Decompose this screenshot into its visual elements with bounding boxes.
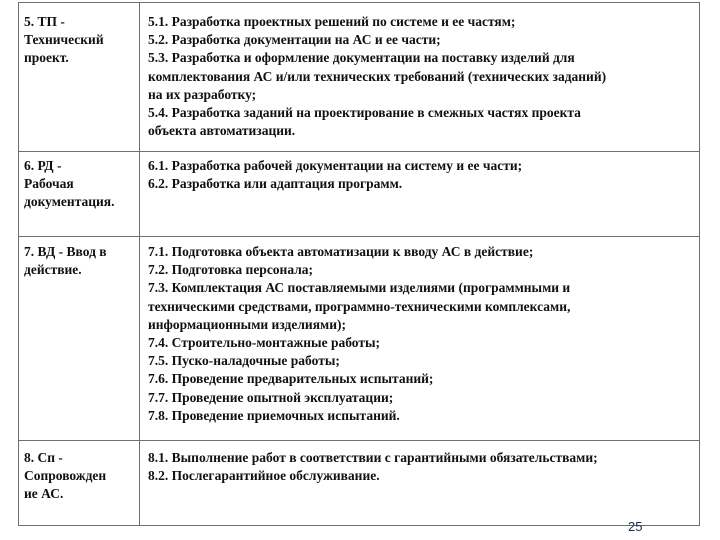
item-line: 5.1. Разработка проектных решений по системе и ее частям; [148,14,516,29]
items-cell-vd [148,243,698,425]
stage-label-line: проект. [24,50,69,66]
stage-label-line: 7. ВД - Ввод в [24,244,107,259]
stage-label-line: 8. Сп - [24,450,63,465]
items-cell-rd [148,157,698,193]
column-divider [139,3,140,525]
item-line: комплектования АС и/или технических требований (технических заданий) [148,68,607,84]
item-line: 7.2. Подготовка персонала; [148,262,314,278]
item-line: 5.4. Разработка заданий на проектирование в смежных частях проекта [148,105,581,121]
item-line: 7.5. Пуско-наладочные работы; [148,353,340,369]
stage-cell-sp [24,449,136,504]
item-line: информационными изделиями); [148,316,346,332]
item-line: 8.1. Выполнение работ в соответствии с гарантийными обязательствами; [148,450,598,465]
stage-label-line: документация. [24,194,115,210]
item-line: объекта автоматизации. [148,123,296,139]
item-line: 8.2. Послегарантийное обслуживание. [148,468,380,484]
item-line: 6.1. Разработка рабочей документации на систему и ее части; [148,158,523,173]
page-number: 25 [628,519,643,534]
stage-label-line: Рабочая [24,176,74,192]
stage-cell-rd [24,157,136,212]
item-line: 5.3. Разработка и оформление документации на поставку изделий для [148,50,575,66]
stage-label-line: 5. ТП - [24,14,65,29]
item-line: 7.4. Строительно-монтажные работы; [148,335,381,351]
stage-label-line: 6. РД - [24,158,62,173]
item-line: техническими средствами, программно-техническими комплексами, [148,298,571,314]
stage-label-line: ие АС. [24,486,64,502]
item-line: 7.6. Проведение предварительных испытаний; [148,371,434,387]
item-line: 7.1. Подготовка объекта автоматизации к вводу АС в действие; [148,244,534,259]
items-cell-sp [148,449,698,485]
stage-label-line: действие. [24,262,82,278]
item-line: 6.2. Разработка или адаптация программ. [148,176,403,192]
item-line: 7.3. Комплектация АС поставляемыми изделиями (программными и [148,280,571,296]
item-line: 7.7. Проведение опытной эксплуатации; [148,389,394,405]
stage-label-line: Сопровожден [24,468,107,484]
row-divider [19,151,699,152]
stages-table [18,2,700,526]
items-cell-tp [148,13,698,140]
row-divider [19,236,699,237]
stage-label-line: Технический [24,32,104,48]
item-line: на их разработку; [148,86,257,102]
row-divider [19,440,699,441]
item-line: 5.2. Разработка документации на АС и ее части; [148,32,441,48]
stage-cell-vd [24,243,136,279]
stage-cell-tp [24,13,136,68]
item-line: 7.8. Проведение приемочных испытаний. [148,407,400,423]
